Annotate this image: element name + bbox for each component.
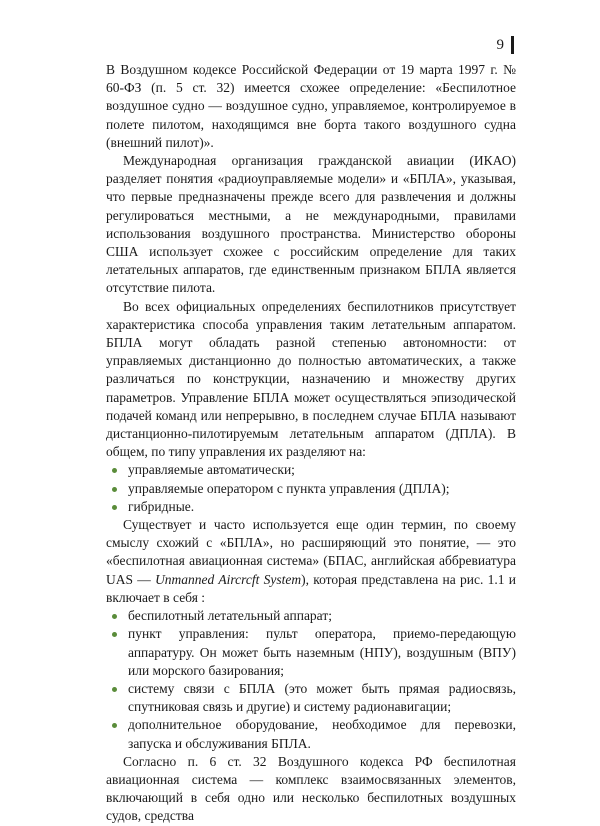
paragraph-4-text-a: Существует и часто используется еще один термин, по своему смыслу схожий с «БПЛА», но расширяющий это понятие, — это «беспилотная авиационная система» (БПАС, английская аббревиатура UAS — — [106, 517, 516, 587]
control-types-list — [106, 461, 516, 516]
list-item: управляемые оператором с пункта управления (ДПЛА); — [106, 480, 516, 498]
body-text — [106, 61, 516, 826]
paragraph-4-italic-term: Unmanned Aircrcft System — [155, 571, 302, 587]
list-item: гибридные. — [106, 498, 516, 516]
list-item: управляемые автоматически; — [106, 461, 516, 479]
page-header — [497, 36, 515, 54]
list-item: пункт управления: пульт оператора, приемо-передающую аппаратуру. Он может быть наземным (НПУ), воздушным (ВПУ) или морского базирования; — [106, 625, 516, 680]
paragraph-4 — [106, 516, 516, 607]
list-item: беспилотный летательный аппарат; — [106, 607, 516, 625]
paragraph-4-text-b: ), которая представлена на рис. 1.1 и включает в себя : — [106, 571, 516, 605]
paragraph-1: В Воздушном кодексе Российской Федерации от 19 марта 1997 г. № 60-ФЗ (п. 5 ст. 32) имеется схожее определение: «Беспилотное воздушное судно — воздушное судно, управляемое, контролируемое в полете пилотом, находящимся вне борта такого воздушного судна (внешний пилот)». — [106, 62, 516, 150]
paragraph-5: Согласно п. 6 ст. 32 Воздушного кодекса РФ беспилотная авиационная система — комплекс взаимосвязанных элементов, включающий в себя одно или несколько беспилотных воздушных судов, средства — [106, 753, 516, 824]
list-item: дополнительное оборудование, необходимое для перевозки, запуска и обслуживания БПЛА. — [106, 716, 516, 752]
header-bar — [511, 36, 514, 54]
uas-components-list — [106, 607, 516, 753]
list-item: систему связи с БПЛА (это может быть прямая радиосвязь, спутниковая связь и другие) и систему радионавигации; — [106, 680, 516, 716]
page-number: 9 — [496, 37, 504, 53]
paragraph-2: Международная организация гражданской авиации (ИКАО) разделяет понятия «радиоуправляемые модели» и «БПЛА», указывая, что первые предназначены прежде всего для развлечения и должны регулироваться местными, а не международными, правилами использования воздушного пространства. Министерство обороны США использует схожее с российским определение для таких летательных аппаратов, где единственным признаком БПЛА является отсутствие пилота. — [106, 153, 516, 296]
paragraph-3: Во всех официальных определениях беспилотников присутствует характеристика способа управления таким летательным аппаратом. БПЛА могут обладать разной степенью автономности: от управляемых дистанционно до полностью автоматических, а также различаться по конструкции, назначению и множеству других параметров. Управление БПЛА может осуществляться эпизодической подачей команд или непрерывно, в последнем случае БПЛА называют дистанционно-пилотируемым летательным аппаратом (ДПЛА). В общем, по типу управления их разделяют на: — [106, 298, 516, 460]
